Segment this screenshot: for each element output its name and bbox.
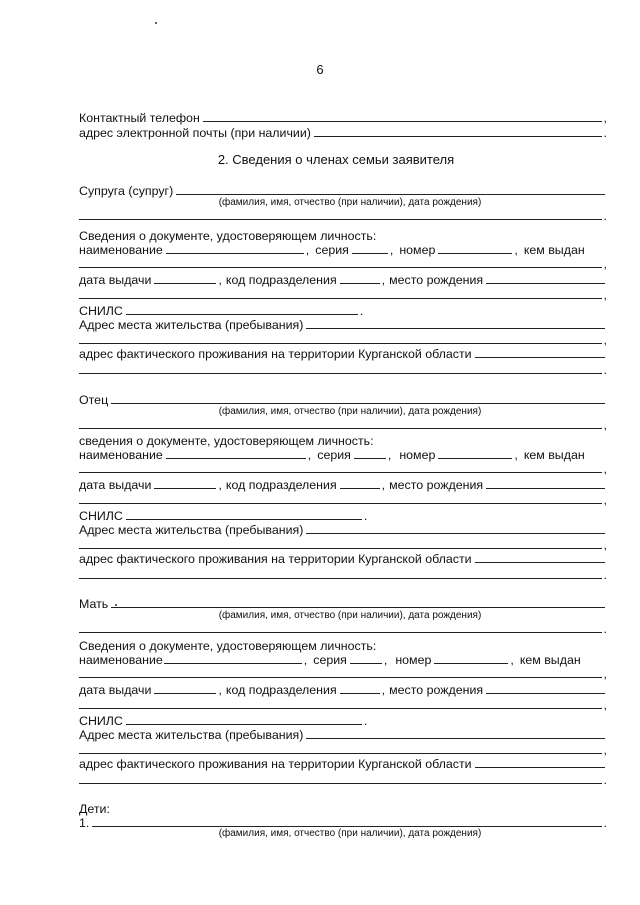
father-actual-address-field-2[interactable]: [79, 578, 602, 579]
spouse-actual-address-continuation: [79, 362, 607, 376]
phone-label: Контактный телефон: [79, 110, 200, 125]
father-birthplace-continuation: [79, 492, 607, 506]
mother-birthplace-continuation: [79, 697, 607, 711]
father-issued-by-field[interactable]: [79, 472, 602, 473]
father-issue-row: [79, 477, 607, 491]
doc-number-label: номер: [395, 652, 432, 667]
spouse-residence-field-2[interactable]: [79, 343, 602, 344]
mother-name-hint: (фамилия, имя, отчество (при наличии), дата рождения): [218, 610, 482, 621]
row-end-mark: .: [603, 772, 607, 787]
mother-actual-address-field[interactable]: [475, 767, 605, 768]
comma: ,: [514, 242, 518, 257]
row-end-mark: ,: [603, 666, 607, 681]
page-number: 6: [316, 62, 324, 77]
spouse-doc-label: Сведения о документе, удостоверяющем личность:: [79, 228, 377, 243]
child-1-name-field[interactable]: [92, 826, 601, 827]
doc-series-label: серия: [315, 242, 349, 257]
spouse-birthplace-field-2[interactable]: [79, 298, 602, 299]
spouse-issued-by-continuation: [79, 256, 607, 270]
father-snils-row: [79, 508, 607, 522]
spouse-doc-row: [79, 242, 607, 256]
row-end-mark: ,: [603, 332, 607, 347]
father-actual-address-field[interactable]: [475, 562, 605, 563]
row-end-mark: ,: [603, 697, 607, 712]
mother-residence-field-2[interactable]: [79, 753, 602, 754]
spouse-issue-date-field[interactable]: [154, 283, 216, 284]
snils-label: СНИЛС: [79, 303, 123, 318]
snils-label: СНИЛС: [79, 508, 123, 523]
doc-issued-by-label: кем выдан: [523, 447, 585, 462]
scan-speck: [155, 22, 157, 24]
birthplace-label: место рождения: [389, 682, 484, 697]
row-end-mark: ,: [603, 492, 607, 507]
comma: ,: [510, 652, 514, 667]
mother-actual-address-row: [79, 756, 607, 770]
comma: ,: [383, 652, 388, 667]
comma: ,: [218, 477, 222, 492]
spouse-name-row: [79, 183, 607, 197]
issue-date-label: дата выдачи: [79, 682, 152, 697]
spouse-dept-code-field[interactable]: [340, 283, 380, 284]
comma: ,: [381, 272, 386, 287]
father-residence-field-2[interactable]: [79, 548, 602, 549]
father-issue-date-field[interactable]: [154, 488, 216, 489]
father-name-hint: (фамилия, имя, отчество (при наличии), дата рождения): [218, 406, 482, 417]
comma: ,: [381, 682, 386, 697]
children-label: Дети:: [79, 801, 110, 816]
snils-label: СНИЛС: [79, 713, 123, 728]
mother-name-field[interactable]: [111, 607, 605, 608]
mother-label: Мать: [79, 596, 109, 611]
spouse-issue-row: [79, 272, 607, 286]
birthplace-label: место рождения: [389, 477, 484, 492]
father-name-field[interactable]: [111, 403, 605, 404]
father-doc-row: [79, 447, 607, 461]
mother-actual-address-continuation: [79, 772, 607, 786]
doc-number-label: номер: [399, 447, 436, 462]
spouse-residence-row: [79, 317, 607, 331]
mother-doc-heading: [79, 638, 607, 652]
child-1-name-hint: (фамилия, имя, отчество (при наличии), дата рождения): [218, 828, 482, 839]
section-heading: 2. Сведения о членах семьи заявителя: [217, 152, 455, 167]
actual-address-label: адрес фактического проживания на территории Курганской области: [79, 756, 472, 771]
father-doc-heading: [79, 433, 607, 447]
comma: ,: [218, 272, 222, 287]
mother-actual-address-field-2[interactable]: [79, 783, 602, 784]
doc-name-label: наименование: [79, 652, 163, 667]
row-end-mark: ,: [603, 110, 607, 125]
email-row: [79, 125, 607, 139]
issue-date-label: дата выдачи: [79, 272, 152, 287]
period: .: [363, 508, 368, 523]
mother-snils-row: [79, 713, 607, 727]
comma: ,: [305, 242, 310, 257]
row-end-mark: ,: [603, 537, 607, 552]
row-end-mark: .: [603, 621, 607, 636]
birthplace-label: место рождения: [389, 272, 484, 287]
spouse-issued-by-field[interactable]: [79, 267, 602, 268]
spouse-snils-field[interactable]: [126, 314, 358, 315]
comma: ,: [307, 447, 312, 462]
spouse-doc-series-field[interactable]: [352, 253, 388, 254]
spouse-doc-name-field[interactable]: [166, 253, 304, 254]
comma: ,: [514, 447, 518, 462]
doc-series-label: серия: [317, 447, 351, 462]
mother-birthplace-field[interactable]: [486, 693, 605, 694]
actual-address-label: адрес фактического проживания на территории Курганской области: [79, 551, 472, 566]
mother-snils-field[interactable]: [126, 724, 362, 725]
mother-issued-by-field[interactable]: [79, 677, 602, 678]
spouse-name-continuation: [79, 208, 607, 222]
mother-doc-name-field[interactable]: [164, 663, 302, 664]
row-end-mark: ,: [603, 417, 607, 432]
mother-dept-code-field[interactable]: [340, 693, 380, 694]
doc-number-label: номер: [399, 242, 436, 257]
row-end-mark: .: [603, 567, 607, 582]
row-end-mark: ,: [603, 287, 607, 302]
father-name-field-2[interactable]: [79, 428, 602, 429]
row-end-mark: .: [603, 815, 607, 830]
mother-name-field-2[interactable]: [79, 632, 602, 633]
spouse-label: Супруга (супруг): [79, 183, 174, 198]
father-snils-field[interactable]: [126, 519, 362, 520]
spouse-name-field-2[interactable]: [79, 219, 602, 220]
comma: ,: [303, 652, 308, 667]
child-1-number: 1.: [79, 815, 90, 830]
row-end-mark: .: [603, 208, 607, 223]
father-residence-field[interactable]: [306, 533, 605, 534]
spouse-snils-row: [79, 303, 607, 317]
father-actual-address-row: [79, 551, 607, 565]
row-end-mark: .: [603, 362, 607, 377]
spouse-doc-number-field[interactable]: [438, 253, 512, 254]
spouse-name-field[interactable]: [176, 194, 605, 195]
doc-issued-by-label: кем выдан: [519, 652, 581, 667]
mother-doc-label: Сведения о документе, удостоверяющем личность:: [79, 638, 377, 653]
spouse-actual-address-field[interactable]: [475, 357, 605, 358]
doc-name-label: наименование: [79, 242, 163, 257]
spouse-actual-address-field-2[interactable]: [79, 373, 602, 374]
father-dept-code-field[interactable]: [340, 488, 380, 489]
actual-address-label: адрес фактического проживания на территории Курганской области: [79, 346, 472, 361]
mother-doc-row: [79, 652, 607, 666]
email-label: адрес электронной почты (при наличии): [79, 125, 311, 140]
mother-residence-field[interactable]: [306, 738, 605, 739]
father-residence-row: [79, 522, 607, 536]
email-field[interactable]: [314, 136, 602, 137]
residence-label: Адрес места жительства (пребывания): [79, 317, 304, 332]
dept-code-label: код подразделения: [225, 272, 337, 287]
father-issued-by-continuation: [79, 461, 607, 475]
spouse-residence-continuation: [79, 332, 607, 346]
spouse-doc-heading: [79, 228, 607, 242]
mother-issue-date-field[interactable]: [154, 693, 216, 694]
father-doc-name-field[interactable]: [166, 458, 306, 459]
father-name-continuation: [79, 417, 607, 431]
spouse-residence-field[interactable]: [306, 328, 605, 329]
father-label: Отец: [79, 392, 109, 407]
comma: ,: [381, 477, 386, 492]
father-doc-number-field[interactable]: [438, 458, 512, 459]
spouse-actual-address-row: [79, 346, 607, 360]
mother-name-continuation: [79, 621, 607, 635]
doc-series-label: серия: [313, 652, 347, 667]
father-birthplace-field-2[interactable]: [79, 503, 602, 504]
spouse-name-hint: (фамилия, имя, отчество (при наличии), дата рождения): [218, 197, 482, 208]
row-end-mark: ,: [603, 742, 607, 757]
row-end-mark: ,: [603, 256, 607, 271]
row-end-mark: ,: [603, 461, 607, 476]
dept-code-label: код подразделения: [225, 477, 337, 492]
spouse-birthplace-field[interactable]: [486, 283, 605, 284]
doc-issued-by-label: кем выдан: [523, 242, 585, 257]
phone-field[interactable]: [203, 121, 602, 122]
mother-birthplace-field-2[interactable]: [79, 708, 602, 709]
doc-name-label: наименование: [79, 447, 163, 462]
mother-name-row: [79, 596, 607, 610]
father-actual-address-continuation: [79, 567, 607, 581]
father-residence-continuation: [79, 537, 607, 551]
mother-residence-continuation: [79, 742, 607, 756]
row-end-mark: .: [603, 125, 607, 140]
residence-label: Адрес места жительства (пребывания): [79, 522, 304, 537]
father-name-row: [79, 392, 607, 406]
father-birthplace-field[interactable]: [486, 488, 605, 489]
mother-issued-by-continuation: [79, 666, 607, 680]
issue-date-label: дата выдачи: [79, 477, 152, 492]
mother-doc-number-field[interactable]: [434, 663, 508, 664]
dept-code-label: код подразделения: [225, 682, 337, 697]
mother-issue-row: [79, 682, 607, 696]
spouse-birthplace-continuation: [79, 287, 607, 301]
phone-row: [79, 110, 607, 124]
child-1-row: [79, 815, 607, 829]
comma: ,: [387, 447, 392, 462]
residence-label: Адрес места жительства (пребывания): [79, 727, 304, 742]
period: .: [363, 713, 368, 728]
children-heading: [79, 801, 607, 815]
comma: ,: [389, 242, 394, 257]
mother-residence-row: [79, 727, 607, 741]
father-doc-label: сведения о документе, удостоверяющем личность:: [79, 433, 374, 448]
period: .: [359, 303, 364, 318]
comma: ,: [218, 682, 222, 697]
mother-doc-series-field[interactable]: [350, 663, 382, 664]
father-doc-series-field[interactable]: [354, 458, 386, 459]
